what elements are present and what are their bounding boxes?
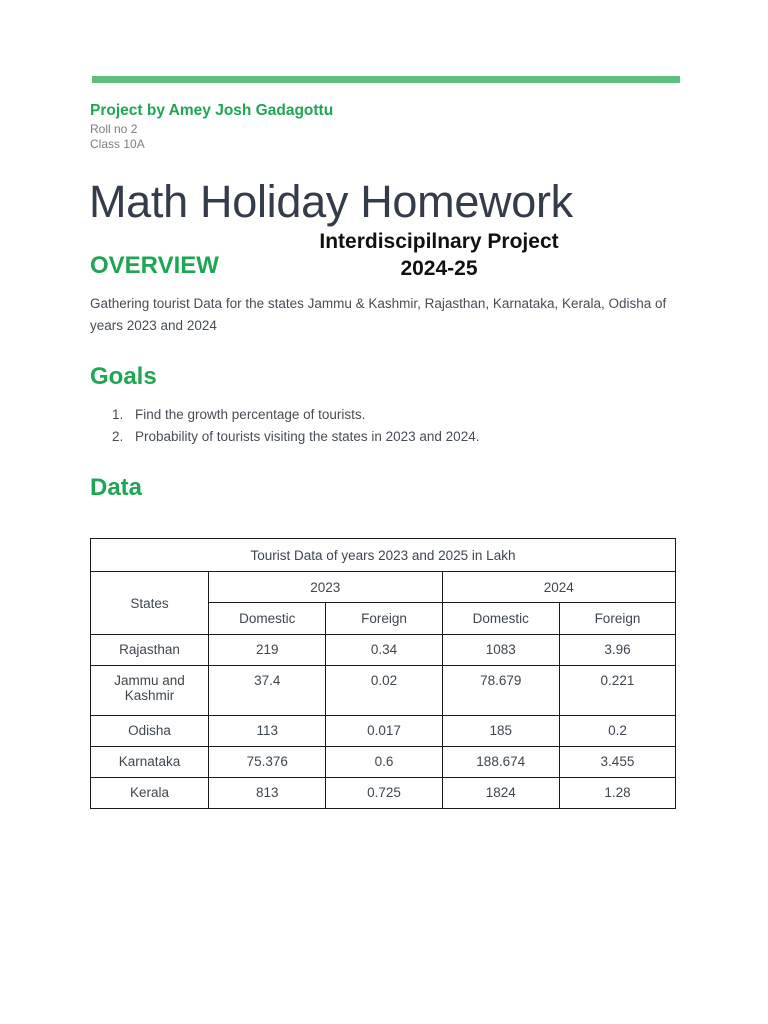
- table-row: [91, 747, 676, 778]
- sub-header-domestic: Domestic: [442, 603, 559, 635]
- data-heading: Data: [90, 474, 143, 501]
- value-cell: 78.679: [442, 666, 559, 716]
- state-cell: Karnataka: [91, 747, 209, 778]
- goal-item: [112, 426, 479, 448]
- goal-text: Probability of tourists visiting the states in 2023 and 2024.: [135, 429, 480, 444]
- value-cell: 813: [209, 778, 326, 809]
- overview-text: Gathering tourist Data for the states Jammu & Kashmir, Rajasthan, Karnataka, Kerala, Odisha of years 2023 and 2024: [90, 296, 667, 333]
- state-cell: Jammu and Kashmir: [91, 666, 209, 716]
- value-cell: 185: [442, 716, 559, 747]
- year-header-2024: 2024: [442, 572, 675, 603]
- value-cell: 3.96: [559, 635, 675, 666]
- sub-header-domestic: Domestic: [209, 603, 326, 635]
- goal-text: Find the growth percentage of tourists.: [135, 407, 366, 422]
- roll-number: Roll no 2: [90, 122, 138, 136]
- tourist-data-table: [90, 538, 676, 809]
- value-cell: 0.34: [326, 635, 442, 666]
- top-divider-bar: [92, 76, 680, 83]
- document-title: Math Holiday Homework: [89, 176, 573, 227]
- value-cell: 1824: [442, 778, 559, 809]
- goal-number: 1.: [112, 407, 124, 422]
- value-cell: 37.4: [209, 666, 326, 716]
- value-cell: 0.017: [326, 716, 442, 747]
- value-cell: 219: [209, 635, 326, 666]
- states-header: States: [91, 572, 209, 635]
- project-title-line2: 2024-25: [400, 257, 478, 280]
- overview-heading: OVERVIEW: [90, 252, 219, 279]
- goals-list: [112, 404, 479, 448]
- class-label: Class 10A: [90, 137, 145, 151]
- value-cell: 0.221: [559, 666, 675, 716]
- value-cell: 0.6: [326, 747, 442, 778]
- value-cell: 1.28: [559, 778, 675, 809]
- table-caption: Tourist Data of years 2023 and 2025 in Lakh: [91, 539, 676, 572]
- value-cell: 3.455: [559, 747, 675, 778]
- sub-header-foreign: Foreign: [559, 603, 675, 635]
- value-cell: 1083: [442, 635, 559, 666]
- project-title: [296, 228, 582, 282]
- table-row: [91, 778, 676, 809]
- value-cell: 188.674: [442, 747, 559, 778]
- author-line: Project by Amey Josh Gadagottu: [90, 102, 334, 119]
- state-cell: Kerala: [91, 778, 209, 809]
- goal-item: [112, 404, 479, 426]
- goal-number: 2.: [112, 429, 124, 444]
- value-cell: 113: [209, 716, 326, 747]
- value-cell: 0.725: [326, 778, 442, 809]
- goals-heading: Goals: [90, 363, 157, 390]
- state-cell: Rajasthan: [91, 635, 209, 666]
- value-cell: 0.02: [326, 666, 442, 716]
- table-row: [91, 635, 676, 666]
- value-cell: 0.2: [559, 716, 675, 747]
- sub-header-foreign: Foreign: [326, 603, 442, 635]
- table-row: [91, 666, 676, 716]
- value-cell: 75.376: [209, 747, 326, 778]
- table-row: [91, 716, 676, 747]
- year-header-2023: 2023: [209, 572, 442, 603]
- project-title-line1: Interdiscipilnary Project: [319, 230, 559, 253]
- state-cell: Odisha: [91, 716, 209, 747]
